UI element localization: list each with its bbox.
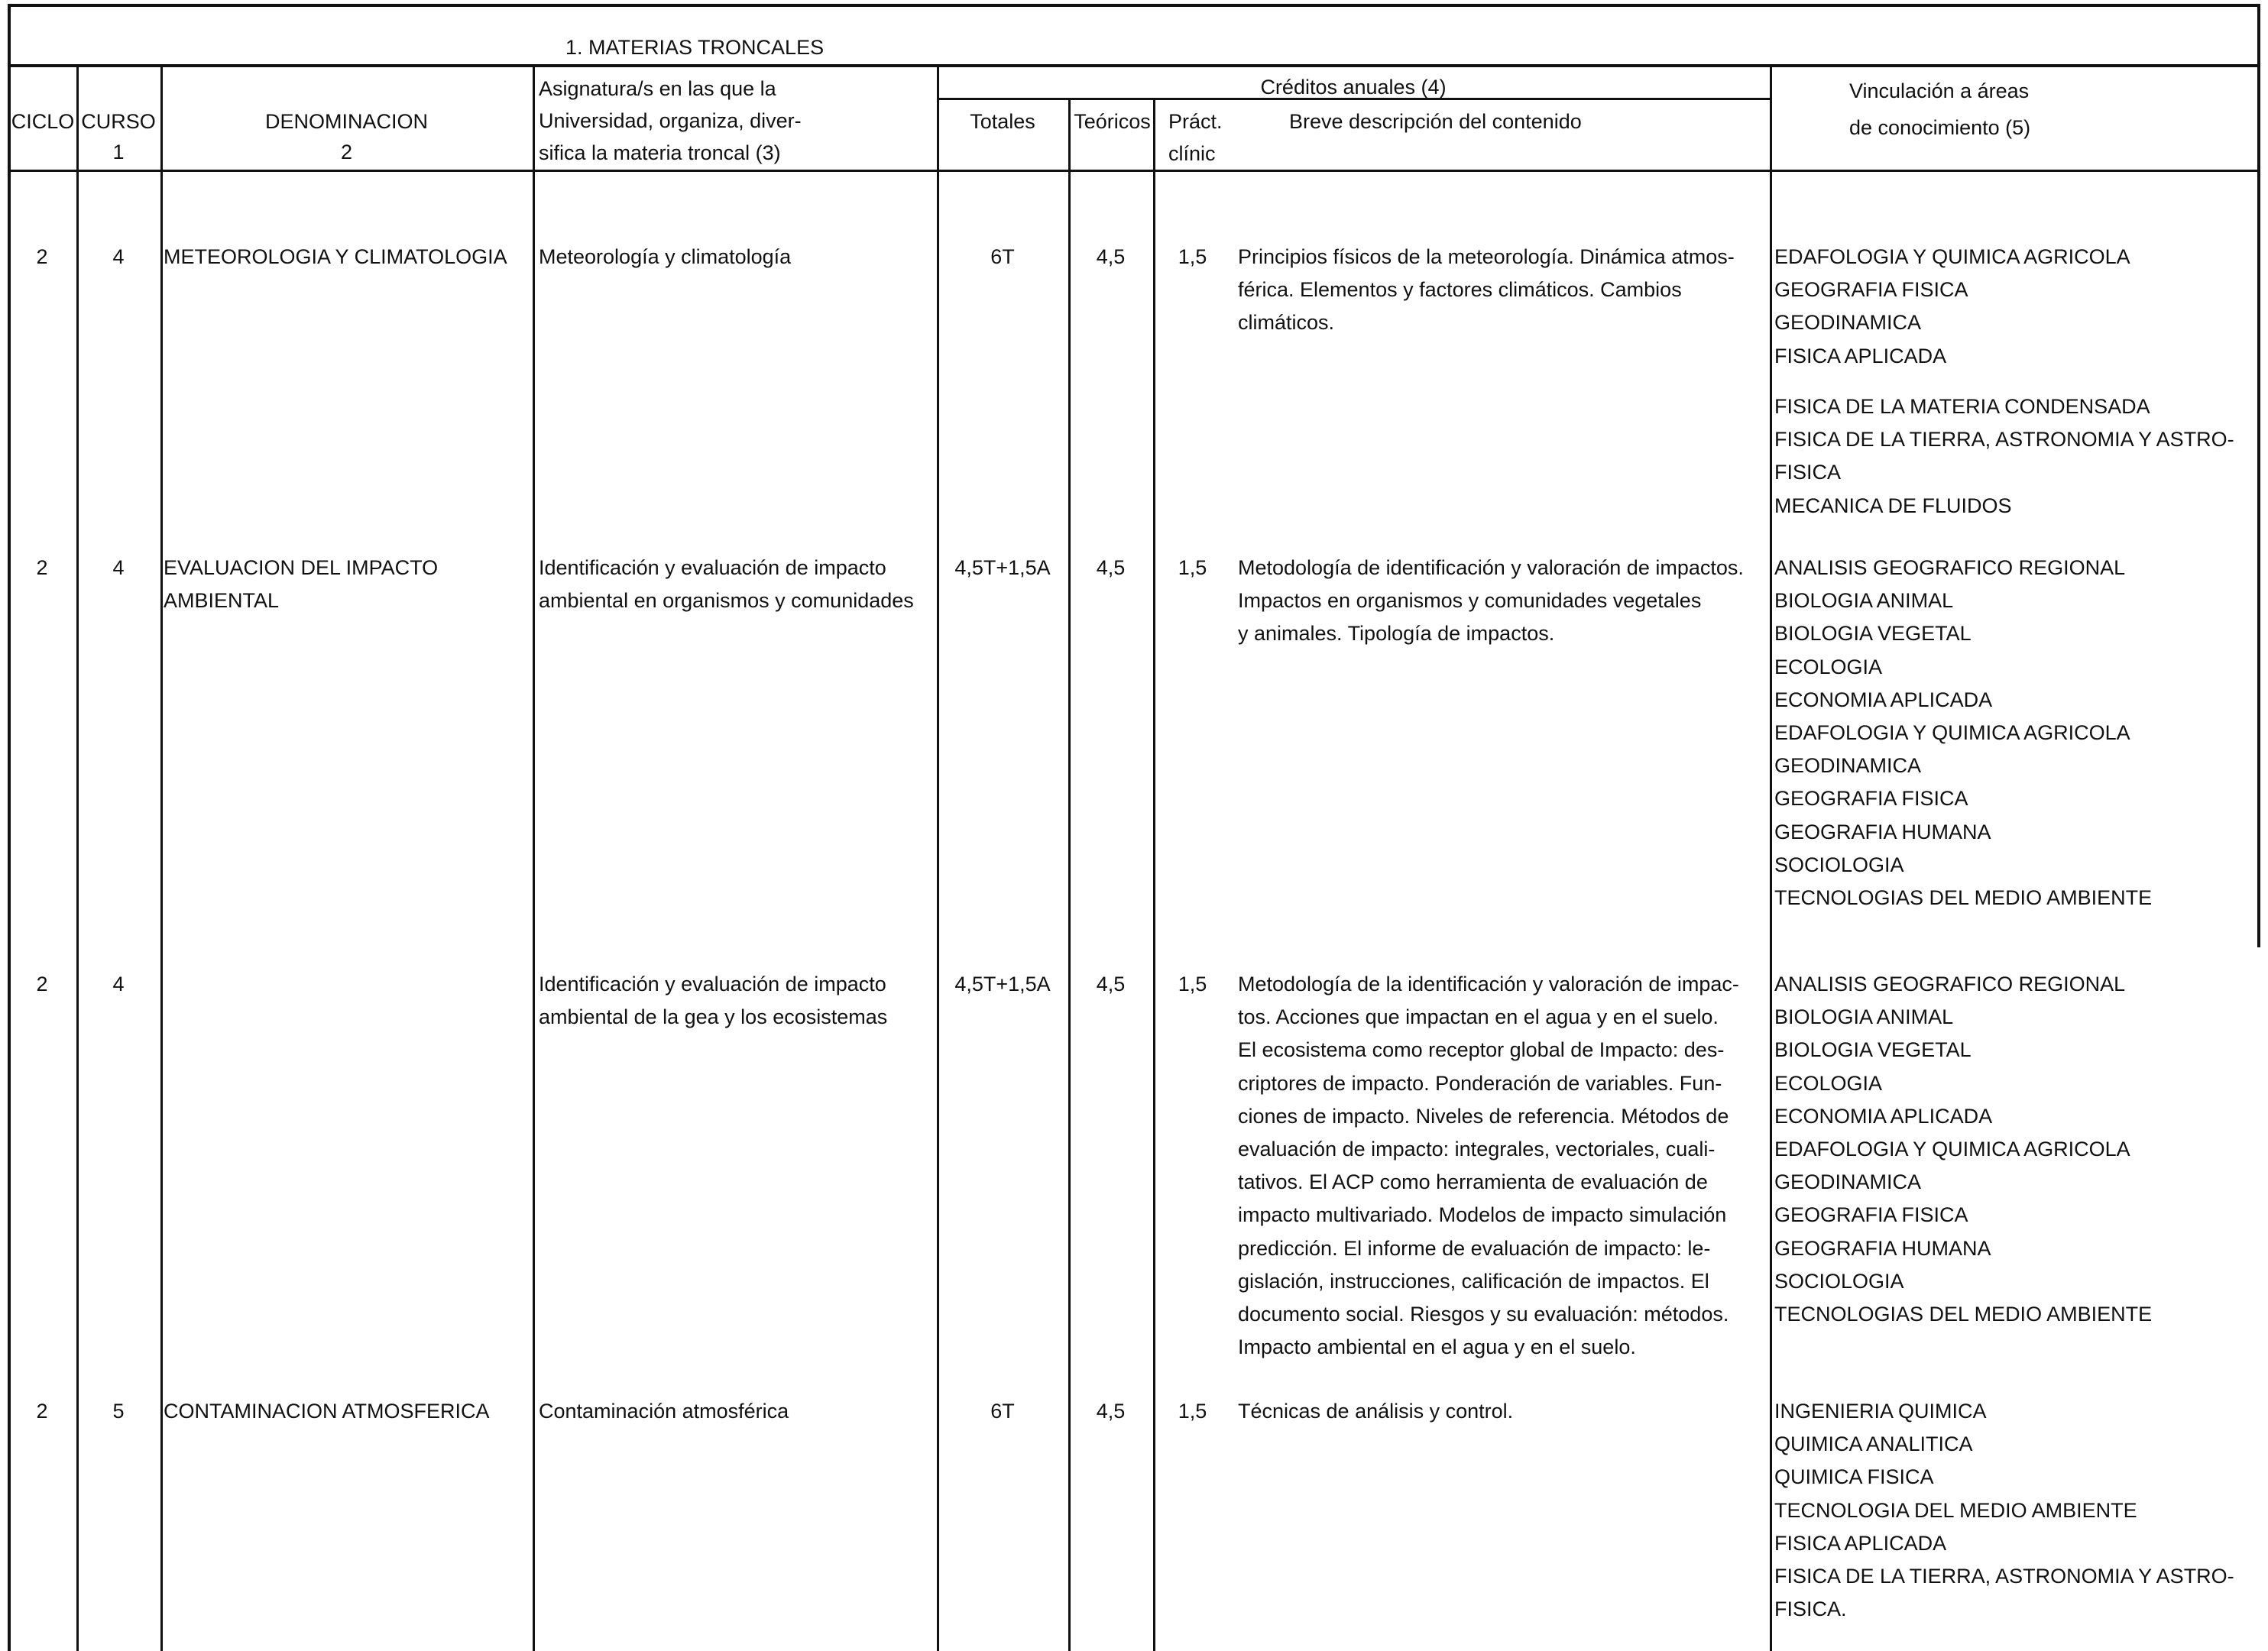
cell-areas-line: TECNOLOGIAS DEL MEDIO AMBIENTE [1774, 1302, 2153, 1326]
cell-curso: 5 [112, 1400, 125, 1423]
cell-areas-line: SOCIOLOGIA [1774, 853, 1904, 876]
cell-denominacion-line: CONTAMINACION ATMOSFERICA [164, 1400, 490, 1423]
header-vinculacion-line: de conocimiento (5) [1849, 116, 2031, 139]
header-asignatura [539, 73, 802, 169]
cell-denominacion [164, 241, 507, 274]
cell-areas-line: ECOLOGIA [1774, 1071, 1883, 1095]
header-curso: CURSO [81, 110, 156, 133]
cell-areas-continued-line: FISICA DE LA MATERIA CONDENSADA [1774, 395, 2150, 418]
header-practicos-line: clínic [1168, 142, 1216, 165]
cell-areas [1774, 1395, 2234, 1626]
cell-asignatura-line: Contaminación atmosférica [539, 1400, 789, 1423]
header-asignatura-line: Asignatura/s en las que la [539, 77, 776, 100]
header-practicos [1168, 105, 1223, 170]
cell-descripcion [1238, 552, 1744, 651]
header-totales: Totales [970, 110, 1035, 133]
cell-asignatura [539, 1395, 789, 1428]
cell-descripcion-line: evaluación de impacto: integrales, vectoriales, cuali- [1238, 1137, 1716, 1161]
cell-areas-line: GEODINAMICA [1774, 1170, 1922, 1194]
cell-areas-line: GEODINAMICA [1774, 311, 1922, 335]
cell-areas-line: EDAFOLOGIA Y QUIMICA AGRICOLA [1774, 245, 2130, 268]
cell-denominacion [164, 1395, 490, 1428]
cell-descripcion-line: Impactos en organismos y comunidades vegetales [1238, 589, 1702, 613]
header-descripcion: Breve descripción del contenido [1289, 110, 1582, 133]
cell-descripcion-line: Metodología de la identificación y valoración de impac- [1238, 973, 1739, 995]
cell-descripcion-line: gislación, instrucciones, calificación de impactos. El [1238, 1269, 1709, 1293]
cell-curso: 4 [112, 556, 125, 579]
header-bottom-rule [8, 170, 2260, 172]
cell-areas [1774, 968, 2152, 1331]
cell-areas-line: BIOLOGIA ANIMAL [1774, 1005, 1954, 1029]
cell-descripcion-line: Metodología de identificación y valoración de impactos. [1238, 556, 1744, 579]
cell-areas-line: ECONOMIA APLICADA [1774, 688, 1993, 711]
header-vinculacion-line: Vinculación a áreas [1849, 79, 2030, 102]
cell-areas-line: FISICA. [1774, 1598, 1847, 1621]
cell-teoricos: 4,5 [1096, 556, 1126, 579]
cell-areas-line: TECNOLOGIAS DEL MEDIO AMBIENTE [1774, 885, 2153, 909]
cell-areas [1774, 241, 2130, 373]
cell-asignatura-line: Identificación y evaluación de impacto [539, 973, 886, 995]
table-top-border [8, 4, 2260, 7]
cell-asignatura-line: ambiental de la gea y los ecosistemas [539, 1005, 888, 1029]
cell-areas-line: ANALISIS GEOGRAFICO REGIONAL [1774, 556, 2126, 579]
cell-descripcion [1238, 241, 1735, 340]
table-right-border [2257, 4, 2260, 947]
cell-areas-line: QUIMICA ANALITICA [1774, 1432, 1973, 1456]
cell-asignatura [539, 968, 887, 1034]
cell-totales: 6T [990, 1400, 1015, 1423]
col-rule-curso [160, 67, 163, 1651]
cell-asignatura-line: ambiental en organismos y comunidades [539, 589, 914, 613]
cell-areas-line: ECOLOGIA [1774, 655, 1883, 678]
header-practicos-line: Práct. [1168, 110, 1223, 133]
cell-ciclo: 2 [36, 1400, 48, 1423]
cell-areas-line: FISICA APLICADA [1774, 1531, 1947, 1555]
cell-asignatura-line: Meteorología y climatología [539, 245, 792, 268]
cell-areas-line: BIOLOGIA VEGETAL [1774, 622, 1972, 646]
cell-areas-line: ANALISIS GEOGRAFICO REGIONAL [1774, 973, 2126, 995]
cell-curso: 4 [112, 973, 125, 995]
cell-descripcion-line: criptores de impacto. Ponderación de variables. Fun- [1238, 1071, 1722, 1095]
title-separator [8, 64, 2260, 67]
header-teoricos: Teóricos [1074, 110, 1151, 133]
cell-areas-line: QUIMICA FISICA [1774, 1465, 1934, 1489]
cell-areas-line: GEOGRAFIA FISICA [1774, 787, 1968, 811]
header-creditos-anuales: Créditos anuales (4) [1260, 76, 1447, 99]
col-rule-descripcion [1770, 67, 1772, 1651]
cell-areas-line: FISICA APLICADA [1774, 344, 1947, 367]
header-denominacion: DENOMINACION [264, 110, 428, 133]
cell-practicos: 1,5 [1178, 1400, 1207, 1423]
cell-areas-line: BIOLOGIA ANIMAL [1774, 589, 1954, 613]
cell-descripcion-line: tos. Acciones que impactan en el agua y en el suelo. [1238, 1005, 1719, 1029]
cell-practicos: 1,5 [1178, 973, 1207, 995]
cell-areas [1774, 552, 2152, 915]
cell-teoricos: 4,5 [1096, 973, 1126, 995]
cell-ciclo: 2 [36, 973, 48, 995]
cell-areas-line: EDAFOLOGIA Y QUIMICA AGRICOLA [1774, 1137, 2130, 1161]
cell-descripcion-line: El ecosistema como receptor global de Impacto: des- [1238, 1038, 1725, 1062]
cell-asignatura [539, 241, 791, 274]
header-ciclo: CICLO [11, 110, 75, 133]
header-denominacion-number: 2 [340, 141, 353, 163]
cell-practicos: 1,5 [1178, 245, 1207, 268]
cell-descripcion-line: ciones de impacto. Niveles de referencia. Métodos de [1238, 1104, 1729, 1128]
cell-areas-line: BIOLOGIA VEGETAL [1774, 1038, 1972, 1062]
cell-practicos: 1,5 [1178, 556, 1207, 579]
cell-ciclo: 2 [36, 245, 48, 268]
cell-areas-continued-line: FISICA [1774, 461, 1842, 484]
cell-descripcion-line: tativos. El ACP como herramienta de evaluación de [1238, 1170, 1708, 1194]
header-asignatura-line: sifica la materia troncal (3) [539, 141, 781, 164]
cell-areas-continued-line: MECANICA DE FLUIDOS [1774, 494, 2012, 517]
cell-descripcion-line: Técnicas de análisis y control. [1238, 1400, 1514, 1423]
cell-descripcion [1238, 968, 1739, 1364]
header-vinculacion [1849, 73, 2030, 146]
cell-areas-line: FISICA DE LA TIERRA, ASTRONOMIA Y ASTRO- [1774, 1564, 2234, 1588]
cell-areas-line: EDAFOLOGIA Y QUIMICA AGRICOLA [1774, 720, 2130, 744]
cell-areas-line: GEOGRAFIA FISICA [1774, 278, 1968, 302]
cell-teoricos: 4,5 [1096, 245, 1126, 268]
cell-asignatura [539, 552, 914, 617]
cell-denominacion [164, 552, 438, 617]
cell-totales: 4,5T+1,5A [954, 973, 1051, 995]
cell-descripcion-line: predicción. El informe de evaluación de impacto: le- [1238, 1236, 1711, 1260]
cell-descripcion-line: Impacto ambiental en el agua y en el suelo. [1238, 1335, 1636, 1359]
cell-areas-continued-line: FISICA DE LA TIERRA, ASTRONOMIA Y ASTRO- [1774, 428, 2234, 452]
cell-descripcion-line: férica. Elementos y factores climáticos. Cambios [1238, 278, 1682, 302]
cell-curso: 4 [112, 245, 125, 268]
cell-descripcion-line: Principios físicos de la meteorología. Dinámica atmos- [1238, 245, 1735, 268]
cell-totales: 6T [990, 245, 1015, 268]
cell-teoricos: 4,5 [1096, 1400, 1126, 1423]
cell-descripcion-line: documento social. Riesgos y su evaluación: métodos. [1238, 1302, 1729, 1326]
cell-asignatura-line: Identificación y evaluación de impacto [539, 556, 886, 579]
table-title: 1. MATERIAS TRONCALES [565, 36, 825, 59]
cell-areas-line: TECNOLOGIA DEL MEDIO AMBIENTE [1774, 1498, 2137, 1522]
cell-areas-line: GEODINAMICA [1774, 754, 1922, 778]
cell-denominacion-line: METEOROLOGIA Y CLIMATOLOGIA [164, 245, 507, 268]
cell-areas-line: GEOGRAFIA HUMANA [1774, 820, 1991, 843]
cell-descripcion [1238, 1395, 1513, 1428]
cell-areas-line: INGENIERIA QUIMICA [1774, 1400, 1987, 1423]
cell-ciclo: 2 [36, 556, 48, 579]
cell-areas-line: ECONOMIA APLICADA [1774, 1104, 1993, 1128]
cell-descripcion-line: y animales. Tipología de impactos. [1238, 622, 1555, 646]
cell-areas-line: GEOGRAFIA HUMANA [1774, 1236, 1991, 1260]
cell-denominacion-line: EVALUACION DEL IMPACTO [164, 556, 439, 579]
cell-areas-line: GEOGRAFIA FISICA [1774, 1203, 1968, 1227]
cell-denominacion-line: AMBIENTAL [164, 589, 280, 613]
cell-areas-continued [1774, 390, 2234, 523]
col-rule-denominacion [533, 67, 535, 1651]
cell-totales: 4,5T+1,5A [954, 556, 1051, 579]
header-asignatura-line: Universidad, organiza, diver- [539, 109, 802, 132]
header-curso-number: 1 [112, 141, 125, 163]
cell-descripcion-line: climáticos. [1238, 311, 1335, 335]
cell-areas-line: SOCIOLOGIA [1774, 1269, 1904, 1293]
cell-descripcion-line: impacto multivariado. Modelos de impacto simulación [1238, 1203, 1727, 1227]
